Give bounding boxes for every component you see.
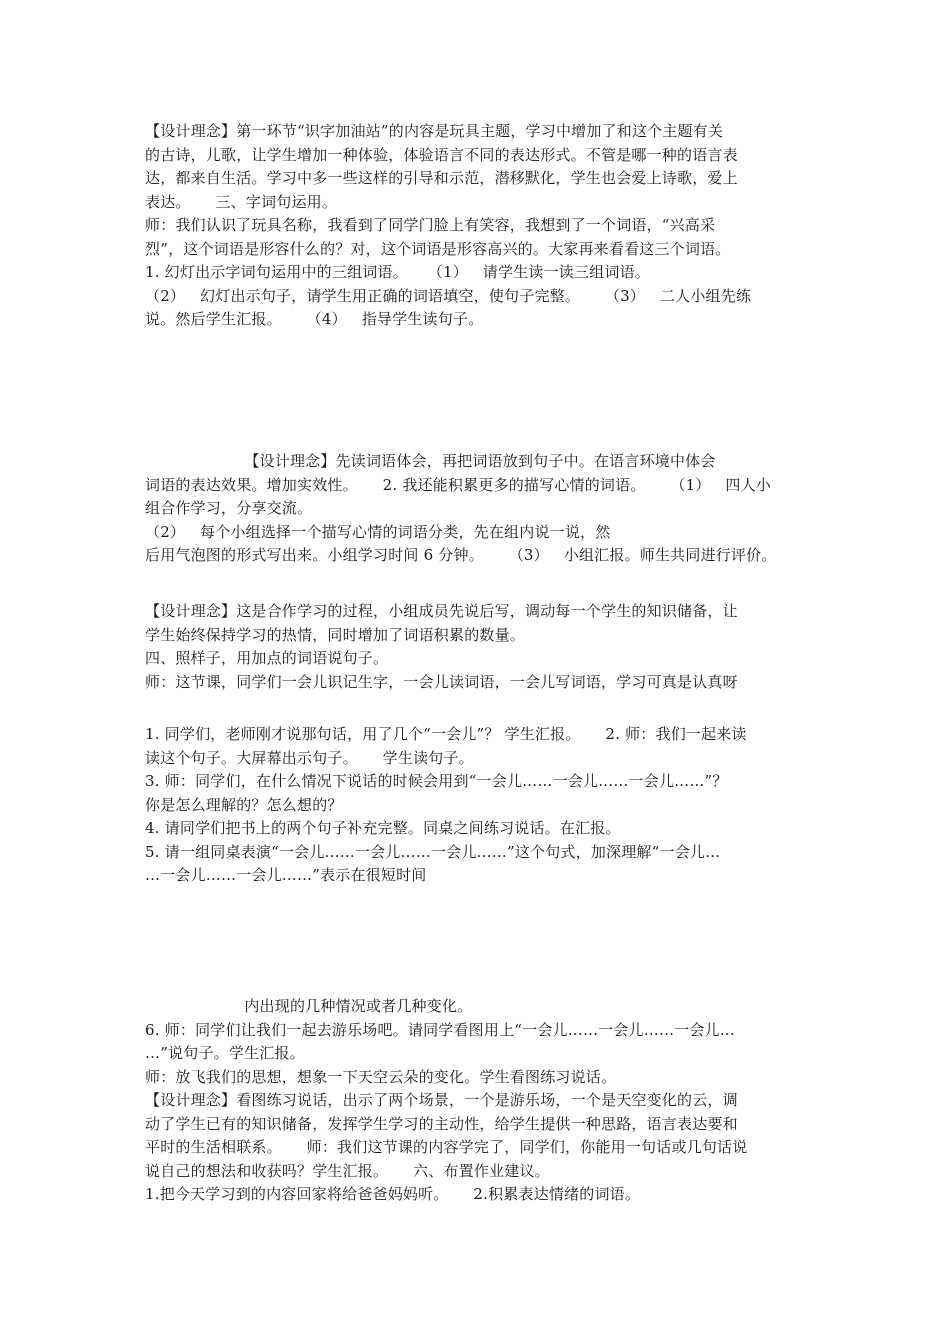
text-line: 动了学生已有的知识储备，发挥学生学习的主动性，给学生提供一种思路，语言表达要和 xyxy=(145,1114,738,1133)
text-line: 内出现的几种情况或者几种变化。 xyxy=(145,997,473,1015)
paragraph-design-concept-4 xyxy=(145,995,815,1207)
text-line: 【设计理念】看图练习说话，出示了两个场景，一个是游乐场，一个是天空变化的云，调 xyxy=(145,1091,738,1109)
text-line: …”说句子。学生汇报。 xyxy=(145,1044,305,1062)
text-line: 词语的表达效果。增加实效性。 2. 我还能积累更多的描写心情的词语。 （1） 四人小 xyxy=(145,475,772,494)
text-line: 【设计理念】先读词语体会，再把词语放到句子中。在语言环境中体会 xyxy=(145,452,716,470)
paragraph-design-concept-1 xyxy=(145,120,815,332)
text-line: 的古诗，儿歌，让学生增加一种体验，体验语言不同的表达形式。不管是哪一种的语言表 xyxy=(145,145,738,164)
list-item: 5. 请一组同桌表演“一会儿……一会儿……一会儿……”这个句式，加深理解“一会儿… xyxy=(145,842,721,861)
text-line: 【设计理念】第一环节“识字加油站”的内容是玩具主题，学习中增加了和这个主题有关 xyxy=(145,122,724,140)
section-heading: 四、照样子，用加点的词语说句子。 xyxy=(145,649,389,667)
list-item: 3. 师：同学们，在什么情况下说话的时候会用到“一会儿……一会儿……一会儿……”？ xyxy=(145,772,728,790)
list-item: 你是怎么理解的？怎么想的？ xyxy=(145,795,343,814)
text-line: 烈”，这个词语是形容什么的？对，这个词语是形容高兴的。大家再来看看这三个词语。 xyxy=(145,239,731,258)
paragraph-design-concept-3 xyxy=(145,600,815,694)
text-line: 师：我们认识了玩具名称，我看到了同学门脸上有笑容，我想到了一个词语，“兴高采 xyxy=(145,216,716,234)
paragraph-steps-list xyxy=(145,723,815,888)
list-item: 4. 请同学们把书上的两个句子补充完整。同桌之间练习说话。在汇报。 xyxy=(145,819,621,837)
text-line: 说自己的想法和收获吗？学生汇报。 六、布置作业建议。 xyxy=(145,1161,550,1180)
text-line: 组合作学习，分享交流。 xyxy=(145,499,313,517)
text-line: （2） 幻灯出示句子，请学生用正确的词语填空，使句子完整。 （3） 二人小组先练 xyxy=(145,286,752,305)
text-line: 平时的生活相联系。 师：我们这节课的内容学完了，同学们，你能用一句话或几句话说 xyxy=(145,1138,748,1156)
text-line: 表达。 三、字词句运用。 xyxy=(145,192,338,211)
list-item: 1.把今天学习到的内容回家将给爸爸妈妈听。 2.积累表达情绪的词语。 xyxy=(145,1185,641,1203)
text-line: 师：放飞我们的思想，想象一下天空云朵的变化。学生看图练习说话。 xyxy=(145,1067,617,1086)
text-line: 学生始终保持学习的热情，同时增加了词语积累的数量。 xyxy=(145,625,526,644)
text-line: 达，都来自生活。学习中多一些这样的引导和示范，潜移默化，学生也会爱上诗歌，爱上 xyxy=(145,169,738,187)
list-item: 6. 师：同学们让我们一起去游乐场吧。请同学看图用上“一会儿……一会儿……一会儿… xyxy=(145,1020,735,1039)
text-line: 师：这节课，同学们一会儿识记生字，一会儿读词语，一会儿写词语，学习可真是认真呀 xyxy=(145,672,738,691)
text-line: 【设计理念】这是合作学习的过程，小组成员先说后写，调动每一个学生的知识储备，让 xyxy=(145,602,738,620)
list-item: …一会儿……一会儿……”表示在很短时间 xyxy=(145,866,427,884)
list-item: 读这个句子。大屏幕出示句子。 学生读句子。 xyxy=(145,748,474,767)
text-line: 后用气泡图的形式写出来。小组学习时间 6 分钟。 （3） 小组汇报。师生共同进行评价。 xyxy=(145,546,777,564)
text-line: （2） 每个小组选择一个描写心情的词语分类，先在组内说一说，然 xyxy=(145,522,611,541)
list-item: 1. 同学们，老师刚才说那句话，用了几个“一会儿”？ 学生汇报。 2. 师：我们一起来读 xyxy=(145,725,747,743)
text-line: 1. 幻灯出示字词句运用中的三组词语。 （1） 请学生读一读三组词语。 xyxy=(145,263,651,281)
paragraph-design-concept-2 xyxy=(145,450,815,568)
text-line: 说。然后学生汇报。 （4） 指导学生读句子。 xyxy=(145,310,484,328)
